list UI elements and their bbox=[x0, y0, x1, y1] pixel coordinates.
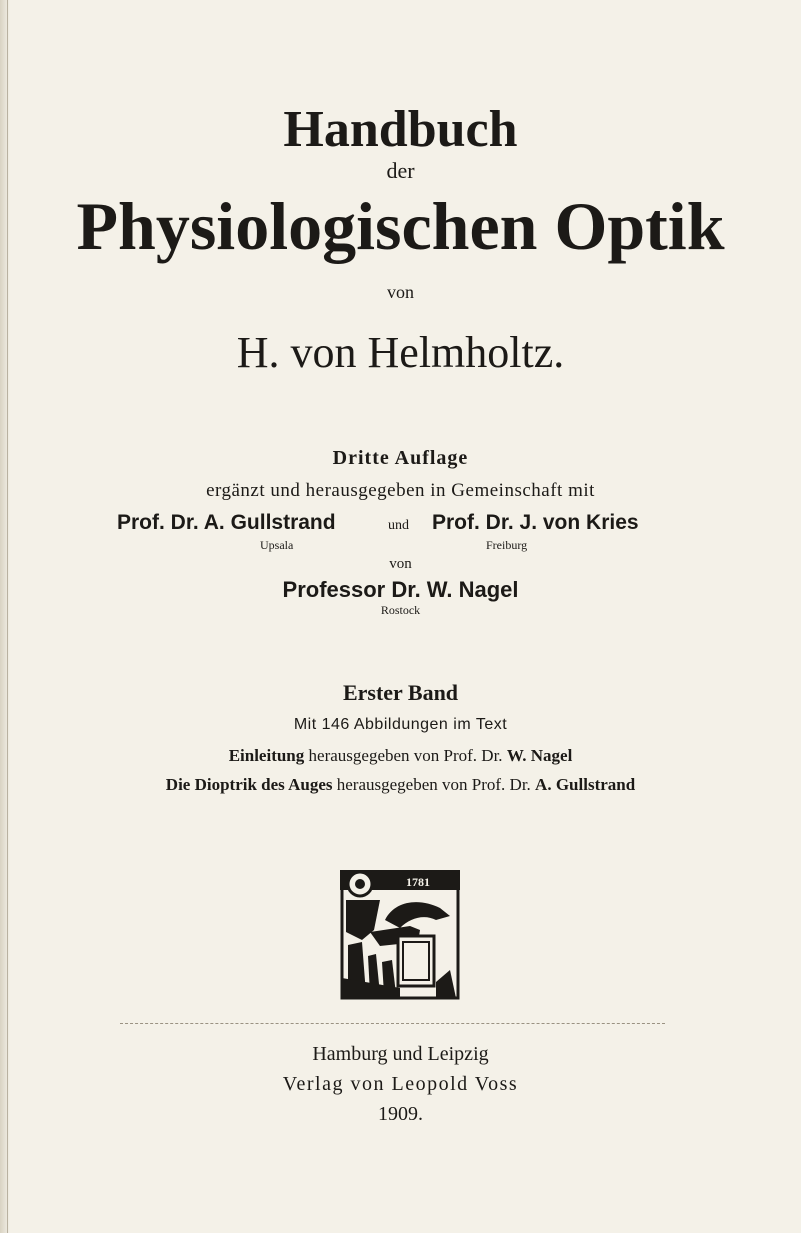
imprint-city: Hamburg und Leipzig bbox=[312, 1043, 489, 1065]
contents-line-dioptrik bbox=[0, 775, 801, 795]
publisher-emblem-icon bbox=[340, 870, 460, 1000]
co-editors-row bbox=[0, 511, 801, 539]
contents-introduction-editor-prefix: herausgegeben von Prof. Dr. bbox=[308, 746, 503, 765]
editor-nagel: Professor Dr. W. Nagel bbox=[282, 577, 519, 602]
editor-gullstrand: Prof. Dr. A. Gullstrand bbox=[117, 511, 336, 534]
contents-introduction-editor: W. Nagel bbox=[506, 746, 573, 765]
place-rostock: Rostock bbox=[380, 603, 421, 617]
imprint-year: 1909. bbox=[378, 1103, 423, 1125]
author-prefix: von bbox=[387, 282, 414, 302]
contents-introduction-title: Einleitung bbox=[228, 746, 305, 765]
illustrations-note: Mit 146 Abbildungen im Text bbox=[293, 716, 508, 733]
contents-dioptrik-title: Die Dioptrik des Auges bbox=[165, 775, 333, 794]
place-upsala: Upsala bbox=[260, 538, 294, 552]
contents-line-introduction bbox=[0, 746, 801, 766]
contents-dioptrik-editor-prefix: herausgegeben von Prof. Dr. bbox=[336, 775, 531, 794]
editors-by-label: von bbox=[389, 556, 412, 572]
title-physiologischen-optik: Physiologischen Optik bbox=[76, 188, 725, 264]
place-freiburg: Freiburg bbox=[486, 538, 528, 552]
emblem-year-text: 1781 bbox=[406, 875, 430, 889]
editor-kries: Prof. Dr. J. von Kries bbox=[432, 511, 639, 534]
author-name: H. von Helmholtz. bbox=[236, 328, 565, 377]
imprint-divider bbox=[120, 1023, 665, 1024]
title-handbuch: Handbuch bbox=[283, 101, 518, 158]
edition-note: ergänzt und herausgegeben in Gemeinschaft mit bbox=[206, 480, 595, 501]
editors-conjunction: und bbox=[388, 518, 409, 533]
imprint-publisher: Verlag von Leopold Voss bbox=[282, 1073, 519, 1095]
edition-label: Dritte Auflage bbox=[332, 447, 469, 469]
contents-dioptrik-editor: A. Gullstrand bbox=[535, 775, 636, 794]
title-der: der bbox=[386, 158, 415, 183]
volume-label: Erster Band bbox=[342, 680, 459, 705]
